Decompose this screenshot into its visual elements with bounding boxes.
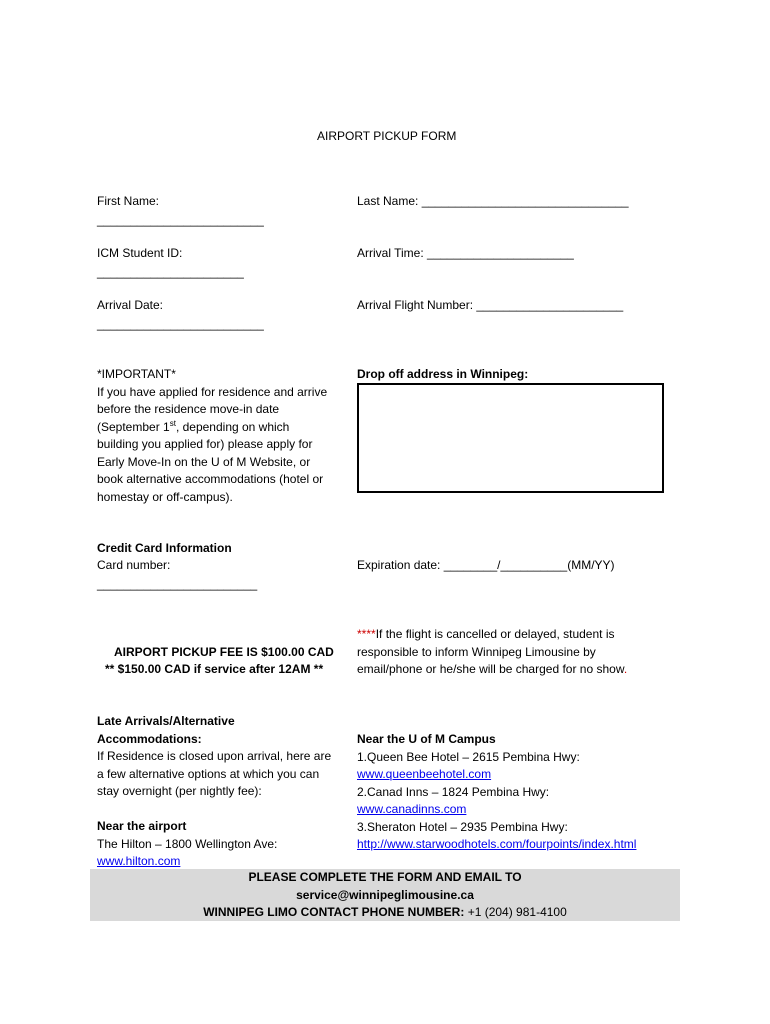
important-line: before the residence move-in date [97, 402, 280, 416]
important-note [97, 366, 347, 506]
flight-number-label: Arrival Flight Number: [357, 298, 474, 312]
arrival-time-label: Arrival Time: [357, 246, 424, 260]
flight-number-line[interactable]: ______________________ [476, 298, 624, 312]
first-name-field[interactable]: _________________________ [97, 213, 264, 227]
last-name-field[interactable] [357, 193, 629, 210]
last-name-line[interactable]: _______________________________ [421, 194, 629, 208]
near-airport-heading: Near the airport [97, 819, 187, 833]
cancellation-notice [357, 626, 677, 679]
footer-phone-colon: : [460, 905, 465, 919]
footer-instruction: PLEASE COMPLETE THE FORM AND EMAIL TO [248, 870, 522, 884]
late-arrivals-line: a few alternative options at which you can [97, 766, 320, 781]
dropoff-address-box[interactable] [357, 383, 664, 493]
notice-line: email/phone or he/she will be charged for no show [357, 662, 624, 676]
starwood-link[interactable]: http://www.starwoodhotels.com/fourpoints/index.html [357, 837, 637, 851]
important-line: (September 1st, depending on which [97, 418, 290, 434]
first-name-label: First Name: [97, 194, 160, 208]
important-line: Early Move-In on the U of M Website, or [97, 454, 311, 469]
important-heading: *IMPORTANT* [97, 367, 176, 381]
canadinns-link[interactable]: www.canadinns.com [357, 802, 467, 816]
campus-hotel: 1.Queen Bee Hotel – 2615 Pembina Hwy: [357, 749, 580, 764]
notice-stars: **** [357, 627, 376, 641]
arrival-date-label: Arrival Date: [97, 298, 164, 312]
page-title: AIRPORT PICKUP FORM [317, 129, 457, 143]
dropoff-label: Drop off address in Winnipeg: [357, 367, 529, 381]
flight-number-field[interactable] [357, 297, 623, 314]
arrival-time-line[interactable]: ______________________ [427, 246, 574, 260]
fee-line-1: AIRPORT PICKUP FEE IS $100.00 CAD [114, 645, 334, 659]
important-line: book alternative accommodations (hotel or [97, 472, 324, 486]
student-id-label: ICM Student ID: [97, 246, 183, 260]
card-number-field[interactable]: ________________________ [97, 577, 258, 591]
fee-line-2: ** $150.00 CAD if service after 12AM ** [105, 662, 324, 676]
card-number-label: Card number: [97, 558, 171, 572]
student-id-field[interactable]: ______________________ [97, 265, 244, 279]
near-campus-heading: Near the U of M Campus [357, 732, 496, 746]
notice-dot: . [623, 662, 628, 676]
campus-hotel: 2.Canad Inns – 1824 Pembina Hwy: [357, 784, 550, 799]
late-arrivals-heading: Late Arrivals/Alternative [97, 714, 235, 728]
late-arrivals-heading: Accommodations: [97, 731, 202, 746]
important-line: building you applied for) please apply for [97, 437, 313, 451]
footer-phone-number: +1 (204) 981-4100 [467, 905, 567, 919]
late-arrivals-line: If Residence is closed upon arrival, here are [97, 749, 332, 763]
last-name-label: Last Name: [357, 194, 419, 208]
footer-phone-line [90, 904, 680, 922]
late-arrivals-section [97, 713, 352, 871]
campus-hotel: 3.Sheraton Hotel – 2935 Pembina Hwy: [357, 819, 568, 834]
expiration-label: Expiration date: [357, 558, 441, 572]
arrival-time-field[interactable] [357, 245, 574, 262]
late-arrivals-line: stay overnight (per nightly fee): [97, 784, 262, 798]
footer-phone-label: WINNIPEG LIMO CONTACT PHONE NUMBER [203, 905, 461, 919]
expiration-year-line[interactable]: __________ [500, 558, 568, 572]
important-line: homestay or off-campus). [97, 489, 233, 504]
campus-section [357, 731, 687, 854]
queenbee-link[interactable]: www.queenbeehotel.com [357, 767, 492, 781]
footer-email[interactable]: service@winnipeglimousine.ca [296, 887, 474, 902]
expiration-field[interactable] [357, 557, 615, 574]
footer-banner [90, 869, 680, 921]
credit-card-heading: Credit Card Information [97, 541, 232, 555]
expiration-separator: / [497, 558, 501, 572]
airport-hotel: The Hilton – 1800 Wellington Ave: [97, 836, 278, 851]
notice-line: If the flight is cancelled or delayed, student is [375, 627, 615, 641]
expiration-format: (MM/YY) [567, 558, 615, 572]
important-line: If you have applied for residence and arrive [97, 384, 328, 399]
hilton-link[interactable]: www.hilton.com [97, 854, 181, 868]
notice-line: responsible to inform Winnipeg Limousine by [357, 644, 596, 659]
arrival-date-field[interactable]: _________________________ [97, 317, 264, 331]
expiration-month-line[interactable]: ________ [443, 558, 498, 572]
